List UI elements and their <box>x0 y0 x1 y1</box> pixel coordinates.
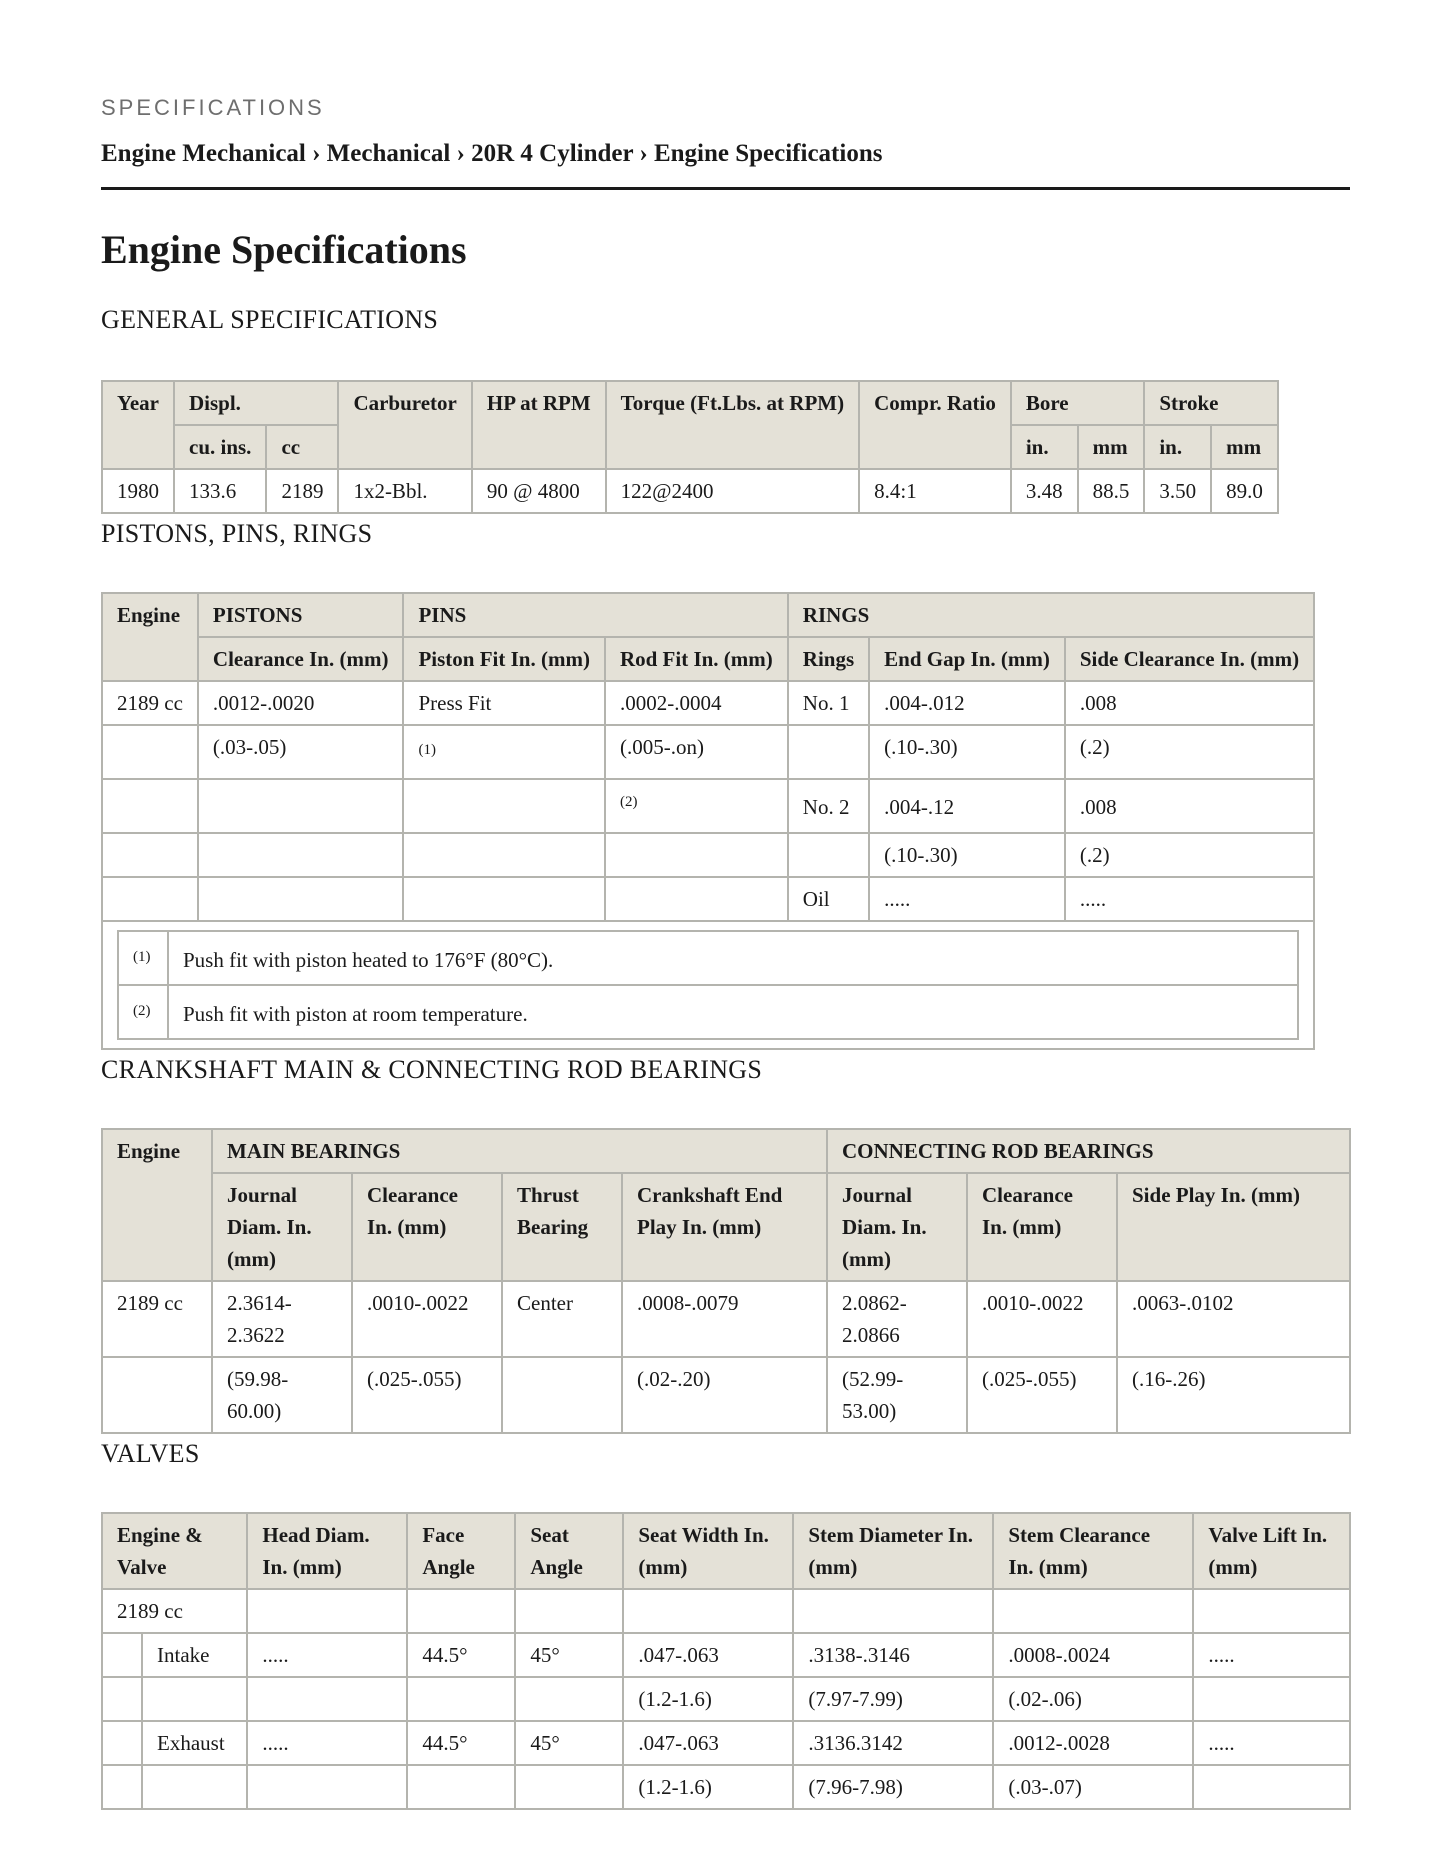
col-seat-width: Seat Width In. (mm) <box>623 1513 793 1589</box>
table-cell: .0008-.0024 <box>993 1633 1193 1677</box>
table-cell: .047-.063 <box>623 1633 793 1677</box>
footnotes-cell <box>102 921 1314 1049</box>
table-cell: (.025-.055) <box>352 1357 502 1433</box>
breadcrumb: Engine Mechanical › Mechanical › 20R 4 Cylinder › Engine Specifications <box>101 139 1350 190</box>
footnote-text: Push fit with piston heated to 176°F (80°C). <box>168 931 1298 985</box>
col-thrust-bearing: Thrust Bearing <box>502 1173 622 1281</box>
table-cell: 3.48 <box>1011 469 1078 513</box>
table-cell: Press Fit <box>403 681 605 725</box>
col-valve-lift: Valve Lift In. (mm) <box>1193 1513 1350 1589</box>
section-kicker: SPECIFICATIONS <box>101 95 325 120</box>
table-cell: .008 <box>1065 681 1314 725</box>
table-cell: .0010-.0022 <box>352 1281 502 1357</box>
col-carburetor: Carburetor <box>338 381 471 469</box>
footnotes-table <box>117 930 1299 1040</box>
general-specs-table <box>101 380 1279 514</box>
table-cell: .004-.12 <box>869 779 1065 833</box>
table-cell: .004-.012 <box>869 681 1065 725</box>
table-cell <box>403 877 605 921</box>
table-cell: 1980 <box>102 469 174 513</box>
crankshaft-table <box>101 1128 1351 1434</box>
table-cell: 44.5° <box>407 1721 515 1765</box>
table-cell: (.10-.30) <box>869 725 1065 779</box>
table-cell <box>102 725 198 779</box>
col-engine: Engine <box>102 593 198 681</box>
table-cell: (.025-.055) <box>967 1357 1117 1433</box>
pistons-table <box>101 592 1315 1050</box>
table-cell: .3138-.3146 <box>793 1633 993 1677</box>
col-cu-ins: cu. ins. <box>174 425 266 469</box>
table-cell: Intake <box>142 1633 247 1677</box>
col-torque: Torque (Ft.Lbs. at RPM) <box>606 381 859 469</box>
table-cell: 2189 cc <box>102 1281 212 1357</box>
table-cell: (.10-.30) <box>869 833 1065 877</box>
col-bore-mm: mm <box>1078 425 1145 469</box>
table-cell: .0012-.0020 <box>198 681 404 725</box>
table-cell: ..... <box>1193 1721 1350 1765</box>
table-row <box>102 469 1278 513</box>
table-cell: .0063-.0102 <box>1117 1281 1350 1357</box>
table-cell <box>605 779 788 833</box>
table-row <box>102 877 1314 921</box>
table-cell: .0002-.0004 <box>605 681 788 725</box>
table-cell <box>142 1765 247 1809</box>
col-stroke-in: in. <box>1144 425 1211 469</box>
crankshaft-heading: CRANKSHAFT MAIN & CONNECTING ROD BEARINGS <box>101 1055 763 1084</box>
table-cell <box>1193 1677 1350 1721</box>
table-cell: 2189 <box>266 469 338 513</box>
table-cell: (7.96-7.98) <box>793 1765 993 1809</box>
table-cell <box>102 877 198 921</box>
col-head-diam: Head Diam. In. (mm) <box>247 1513 407 1589</box>
table-cell: 2.0862-2.0866 <box>827 1281 967 1357</box>
table-cell: ..... <box>247 1721 407 1765</box>
table-cell: (.005-.on) <box>605 725 788 779</box>
table-cell <box>515 1765 623 1809</box>
footnote-mark: (2) <box>133 1003 151 1019</box>
col-cc: cc <box>266 425 338 469</box>
table-cell <box>788 725 869 779</box>
footnote-mark: (1) <box>133 949 151 965</box>
table-cell: 45° <box>515 1633 623 1677</box>
document-page <box>101 95 1351 1810</box>
table-row <box>102 1721 1350 1765</box>
table-cell: (1.2-1.6) <box>623 1677 793 1721</box>
col-conrod-bearings: CONNECTING ROD BEARINGS <box>827 1129 1350 1173</box>
table-cell: .0012-.0028 <box>993 1721 1193 1765</box>
col-year: Year <box>102 381 174 469</box>
col-piston-fit: Piston Fit In. (mm) <box>403 637 605 681</box>
footnote-text: Push fit with piston at room temperature. <box>168 985 1298 1039</box>
col-pistons: PISTONS <box>198 593 404 637</box>
footnotes-row <box>102 921 1314 1049</box>
table-cell <box>142 1677 247 1721</box>
table-row <box>102 1677 1350 1721</box>
table-cell: 1x2-Bbl. <box>338 469 471 513</box>
table-row <box>102 1633 1350 1677</box>
table-row <box>102 779 1314 833</box>
table-cell: .047-.063 <box>623 1721 793 1765</box>
table-cell <box>605 833 788 877</box>
table-row <box>102 1281 1350 1357</box>
table-row <box>102 833 1314 877</box>
col-bore-in: in. <box>1011 425 1078 469</box>
table-cell <box>788 833 869 877</box>
table-cell: (.02-.06) <box>993 1677 1193 1721</box>
table-cell <box>515 1677 623 1721</box>
table-cell: (59.98-60.00) <box>212 1357 352 1433</box>
table-cell: 44.5° <box>407 1633 515 1677</box>
table-cell: Exhaust <box>142 1721 247 1765</box>
table-cell: (.03-.05) <box>198 725 404 779</box>
col-clearance: Clearance In. (mm) <box>352 1173 502 1281</box>
table-cell <box>198 779 404 833</box>
table-cell: (1.2-1.6) <box>623 1765 793 1809</box>
table-cell <box>403 779 605 833</box>
table-cell: (.16-.26) <box>1117 1357 1350 1433</box>
col-stem-clearance: Stem Clearance In. (mm) <box>993 1513 1193 1589</box>
table-cell <box>102 779 198 833</box>
footnote-ref: (1) <box>418 742 436 758</box>
general-specs-heading: GENERAL SPECIFICATIONS <box>101 305 439 334</box>
table-cell: 2189 cc <box>102 1589 247 1633</box>
table-row <box>102 1357 1350 1433</box>
col-engine-valve: Engine & Valve <box>102 1513 247 1589</box>
table-cell: No. 1 <box>788 681 869 725</box>
col-rings: RINGS <box>788 593 1314 637</box>
col-engine: Engine <box>102 1129 212 1281</box>
col-stroke: Stroke <box>1144 381 1278 425</box>
table-row <box>102 681 1314 725</box>
table-cell: .008 <box>1065 779 1314 833</box>
table-cell <box>247 1677 407 1721</box>
table-row <box>102 1589 1350 1633</box>
table-cell: Center <box>502 1281 622 1357</box>
table-cell <box>605 877 788 921</box>
table-cell: (52.99-53.00) <box>827 1357 967 1433</box>
footnote <box>118 985 1298 1039</box>
table-cell: (.2) <box>1065 833 1314 877</box>
table-row <box>102 1765 1350 1809</box>
col-rings-name: Rings <box>788 637 869 681</box>
table-cell <box>1193 1765 1350 1809</box>
pistons-heading: PISTONS, PINS, RINGS <box>101 519 373 548</box>
col-stem-diameter: Stem Diameter In. (mm) <box>793 1513 993 1589</box>
table-cell <box>407 1765 515 1809</box>
col-rod-fit: Rod Fit In. (mm) <box>605 637 788 681</box>
table-cell <box>102 1357 212 1433</box>
col-pins: PINS <box>403 593 787 637</box>
col-end-play: Crankshaft End Play In. (mm) <box>622 1173 827 1281</box>
table-cell: (.03-.07) <box>993 1765 1193 1809</box>
table-cell: (7.97-7.99) <box>793 1677 993 1721</box>
table-cell: 3.50 <box>1144 469 1211 513</box>
table-row <box>102 725 1314 779</box>
table-cell: No. 2 <box>788 779 869 833</box>
table-cell <box>403 833 605 877</box>
table-cell: .0010-.0022 <box>967 1281 1117 1357</box>
col-rod-clearance: Clearance In. (mm) <box>967 1173 1117 1281</box>
table-cell <box>247 1765 407 1809</box>
table-cell: 122@2400 <box>606 469 859 513</box>
col-stroke-mm: mm <box>1211 425 1278 469</box>
table-cell: ..... <box>869 877 1065 921</box>
table-cell: .0008-.0079 <box>622 1281 827 1357</box>
col-hp: HP at RPM <box>472 381 606 469</box>
table-cell: 88.5 <box>1078 469 1145 513</box>
table-cell: 45° <box>515 1721 623 1765</box>
table-cell: 2189 cc <box>102 681 198 725</box>
table-cell: ..... <box>1193 1633 1350 1677</box>
table-cell: .3136.3142 <box>793 1721 993 1765</box>
footnote <box>118 931 1298 985</box>
col-seat-angle: Seat Angle <box>515 1513 623 1589</box>
table-cell <box>198 877 404 921</box>
table-cell: 8.4:1 <box>859 469 1011 513</box>
table-cell: 2.3614-2.3622 <box>212 1281 352 1357</box>
table-cell <box>502 1357 622 1433</box>
table-cell <box>403 725 605 779</box>
table-cell: ..... <box>1065 877 1314 921</box>
col-side-clearance: Side Clearance In. (mm) <box>1065 637 1314 681</box>
col-displ: Displ. <box>174 381 338 425</box>
col-bore: Bore <box>1011 381 1145 425</box>
table-cell <box>198 833 404 877</box>
col-face-angle: Face Angle <box>407 1513 515 1589</box>
footnote-ref: (2) <box>619 794 638 810</box>
table-cell: 133.6 <box>174 469 266 513</box>
table-cell <box>102 833 198 877</box>
col-clearance: Clearance In. (mm) <box>198 637 404 681</box>
table-cell: 89.0 <box>1211 469 1278 513</box>
table-cell: Oil <box>788 877 869 921</box>
col-journal-diam: Journal Diam. In. (mm) <box>212 1173 352 1281</box>
col-rod-journal-diam: Journal Diam. In. (mm) <box>827 1173 967 1281</box>
col-main-bearings: MAIN BEARINGS <box>212 1129 827 1173</box>
col-compr-ratio: Compr. Ratio <box>859 381 1011 469</box>
table-cell: (.02-.20) <box>622 1357 827 1433</box>
valves-heading: VALVES <box>101 1439 200 1468</box>
col-end-gap: End Gap In. (mm) <box>869 637 1065 681</box>
table-cell: ..... <box>247 1633 407 1677</box>
table-cell: 90 @ 4800 <box>472 469 606 513</box>
valves-table <box>101 1512 1351 1810</box>
table-cell: (.2) <box>1065 725 1314 779</box>
page-title: Engine Specifications <box>101 227 467 272</box>
table-cell <box>407 1677 515 1721</box>
col-side-play: Side Play In. (mm) <box>1117 1173 1350 1281</box>
